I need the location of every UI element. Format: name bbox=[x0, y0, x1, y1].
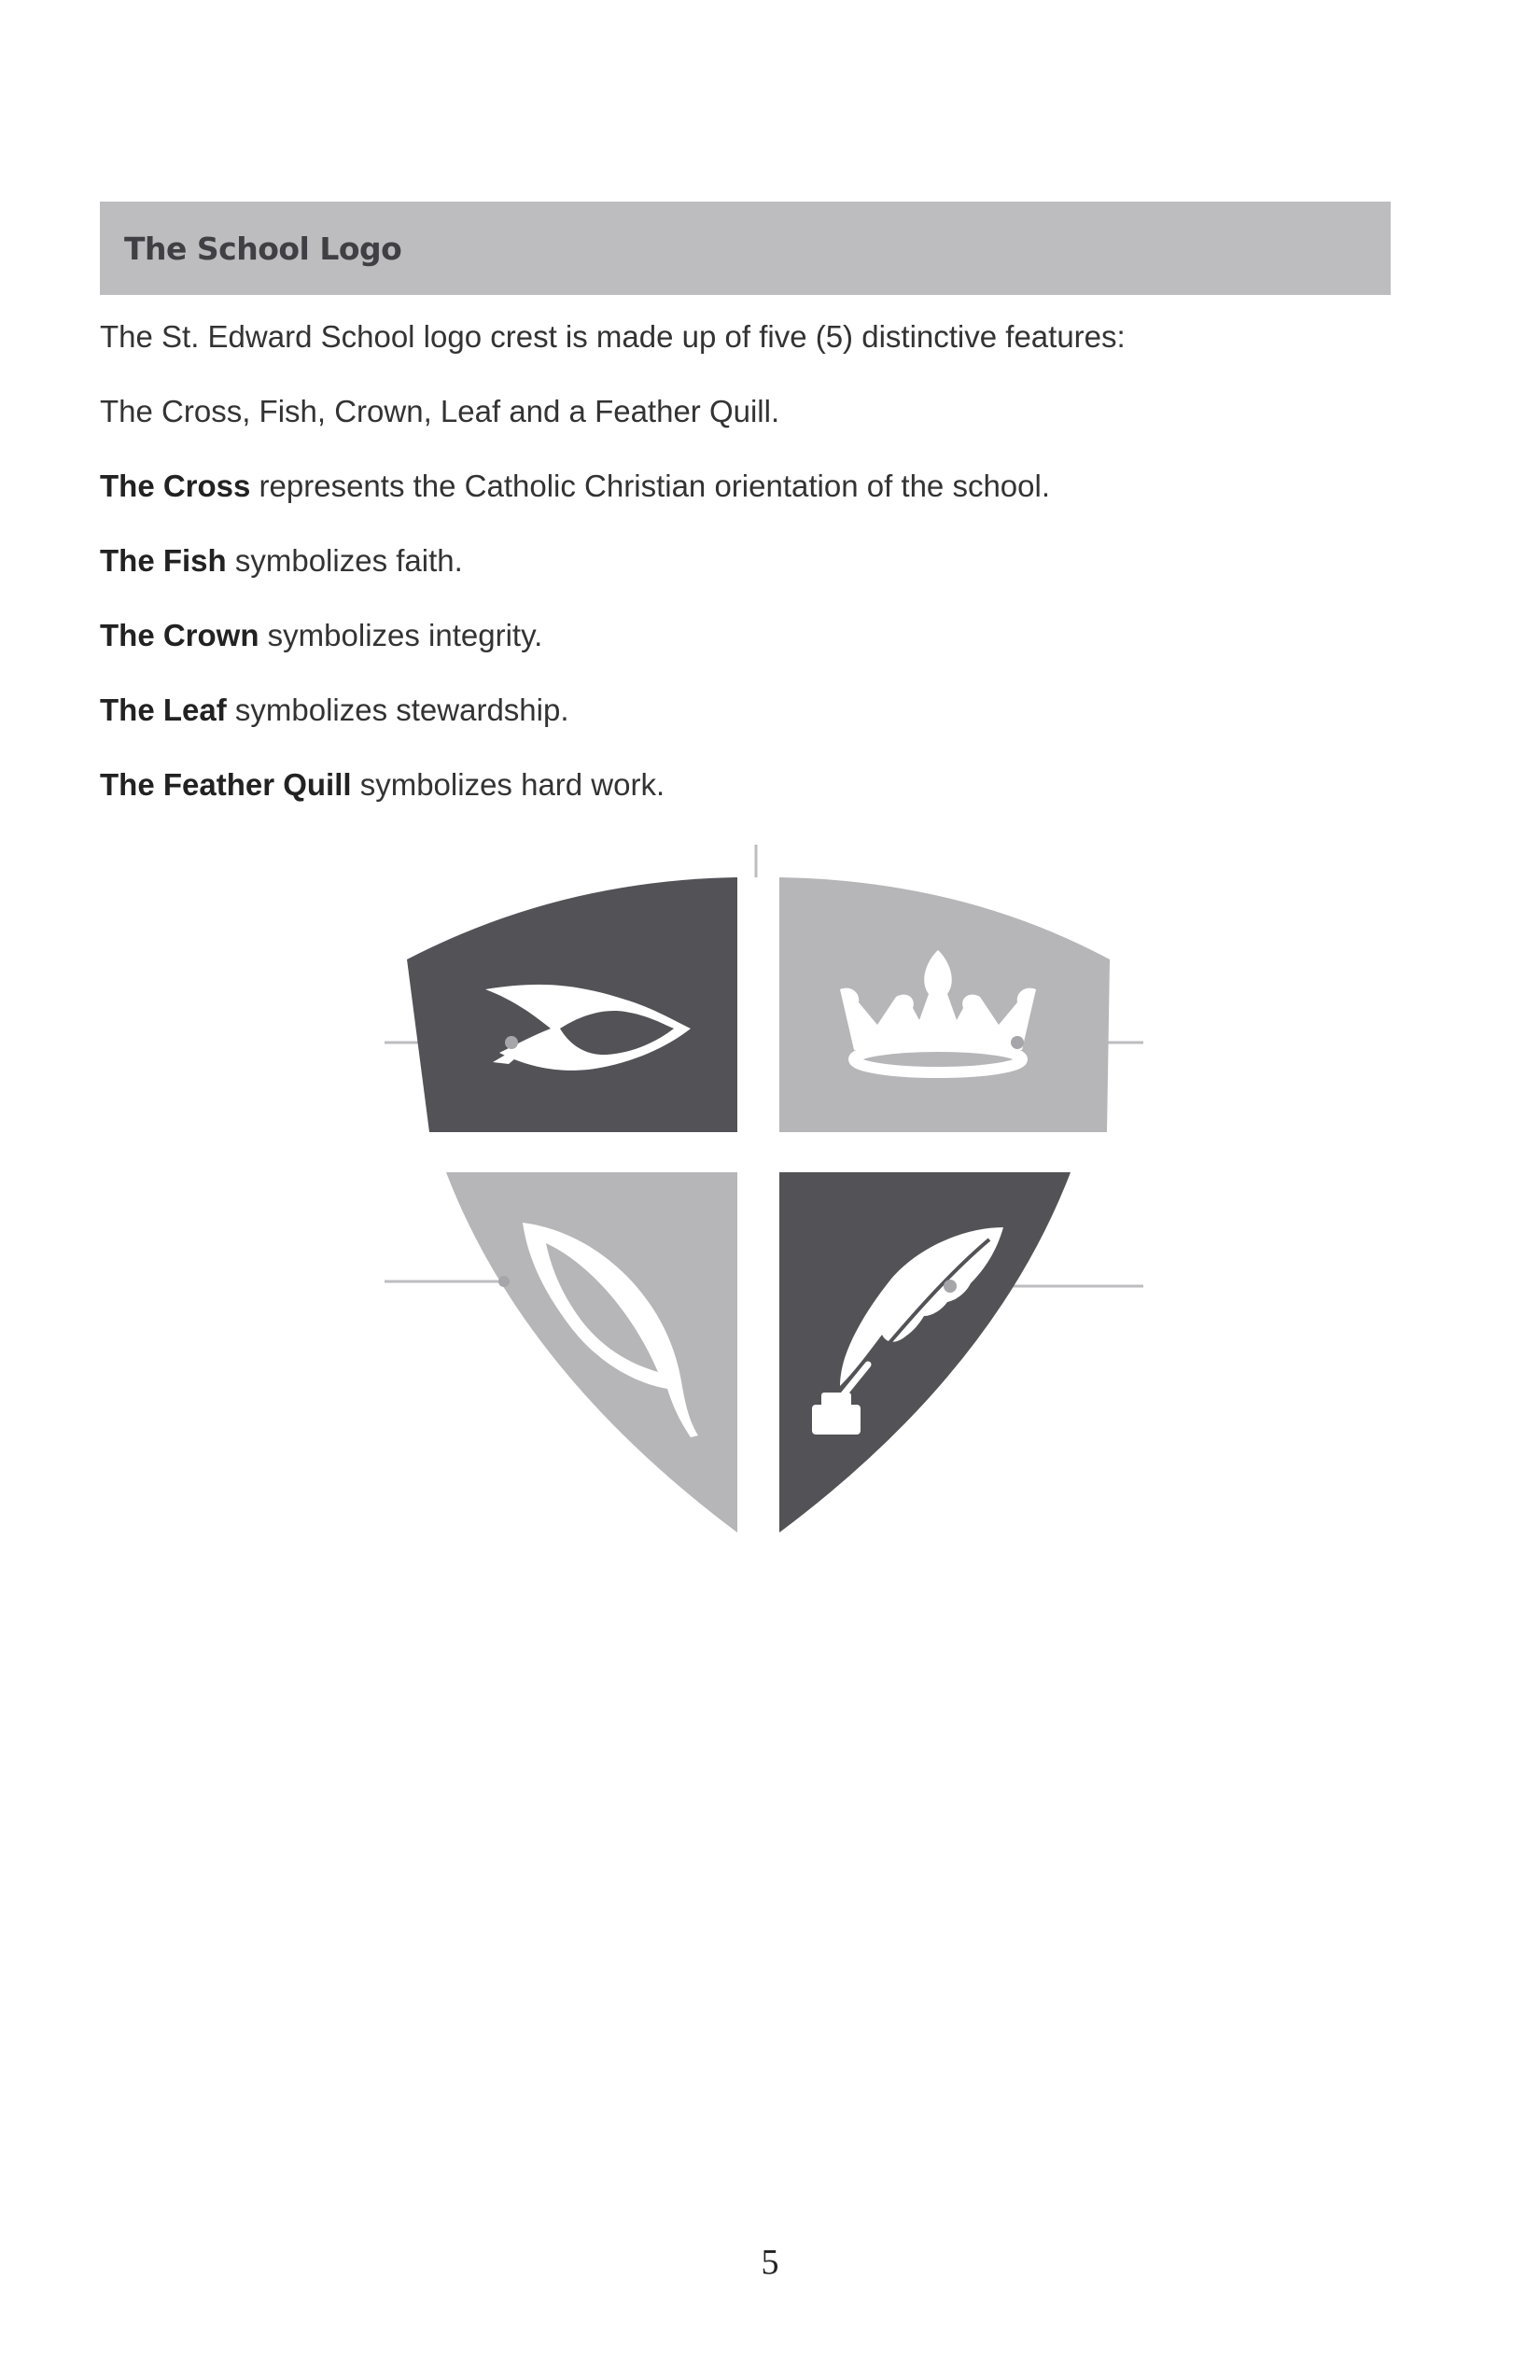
feature-term: The Fish bbox=[100, 543, 227, 578]
feature-description: symbolizes faith. bbox=[226, 543, 463, 578]
intro-line-1: The St. Edward School logo crest is made up of five (5) distinctive features: bbox=[100, 319, 1126, 354]
section-title: The School Logo bbox=[124, 230, 402, 267]
crest-quadrant-bottom-right bbox=[779, 1172, 1071, 1533]
feature-term: The Cross bbox=[100, 469, 251, 503]
feature-description: symbolizes hard work. bbox=[351, 767, 665, 802]
feature-description: represents the Catholic Christian orientation of the school. bbox=[250, 469, 1051, 503]
crest-quadrant-bottom-left bbox=[446, 1172, 737, 1533]
feature-description: symbolizes stewardship. bbox=[226, 693, 569, 727]
feature-term: The Crown bbox=[100, 618, 259, 652]
feature-term: The Feather Quill bbox=[100, 767, 352, 802]
feature-description: symbolizes integrity. bbox=[259, 618, 543, 652]
feature-term: The Leaf bbox=[100, 693, 227, 727]
intro-line-2: The Cross, Fish, Crown, Leaf and a Feather Quill. bbox=[100, 394, 780, 428]
page-number: 5 bbox=[761, 2243, 779, 2282]
